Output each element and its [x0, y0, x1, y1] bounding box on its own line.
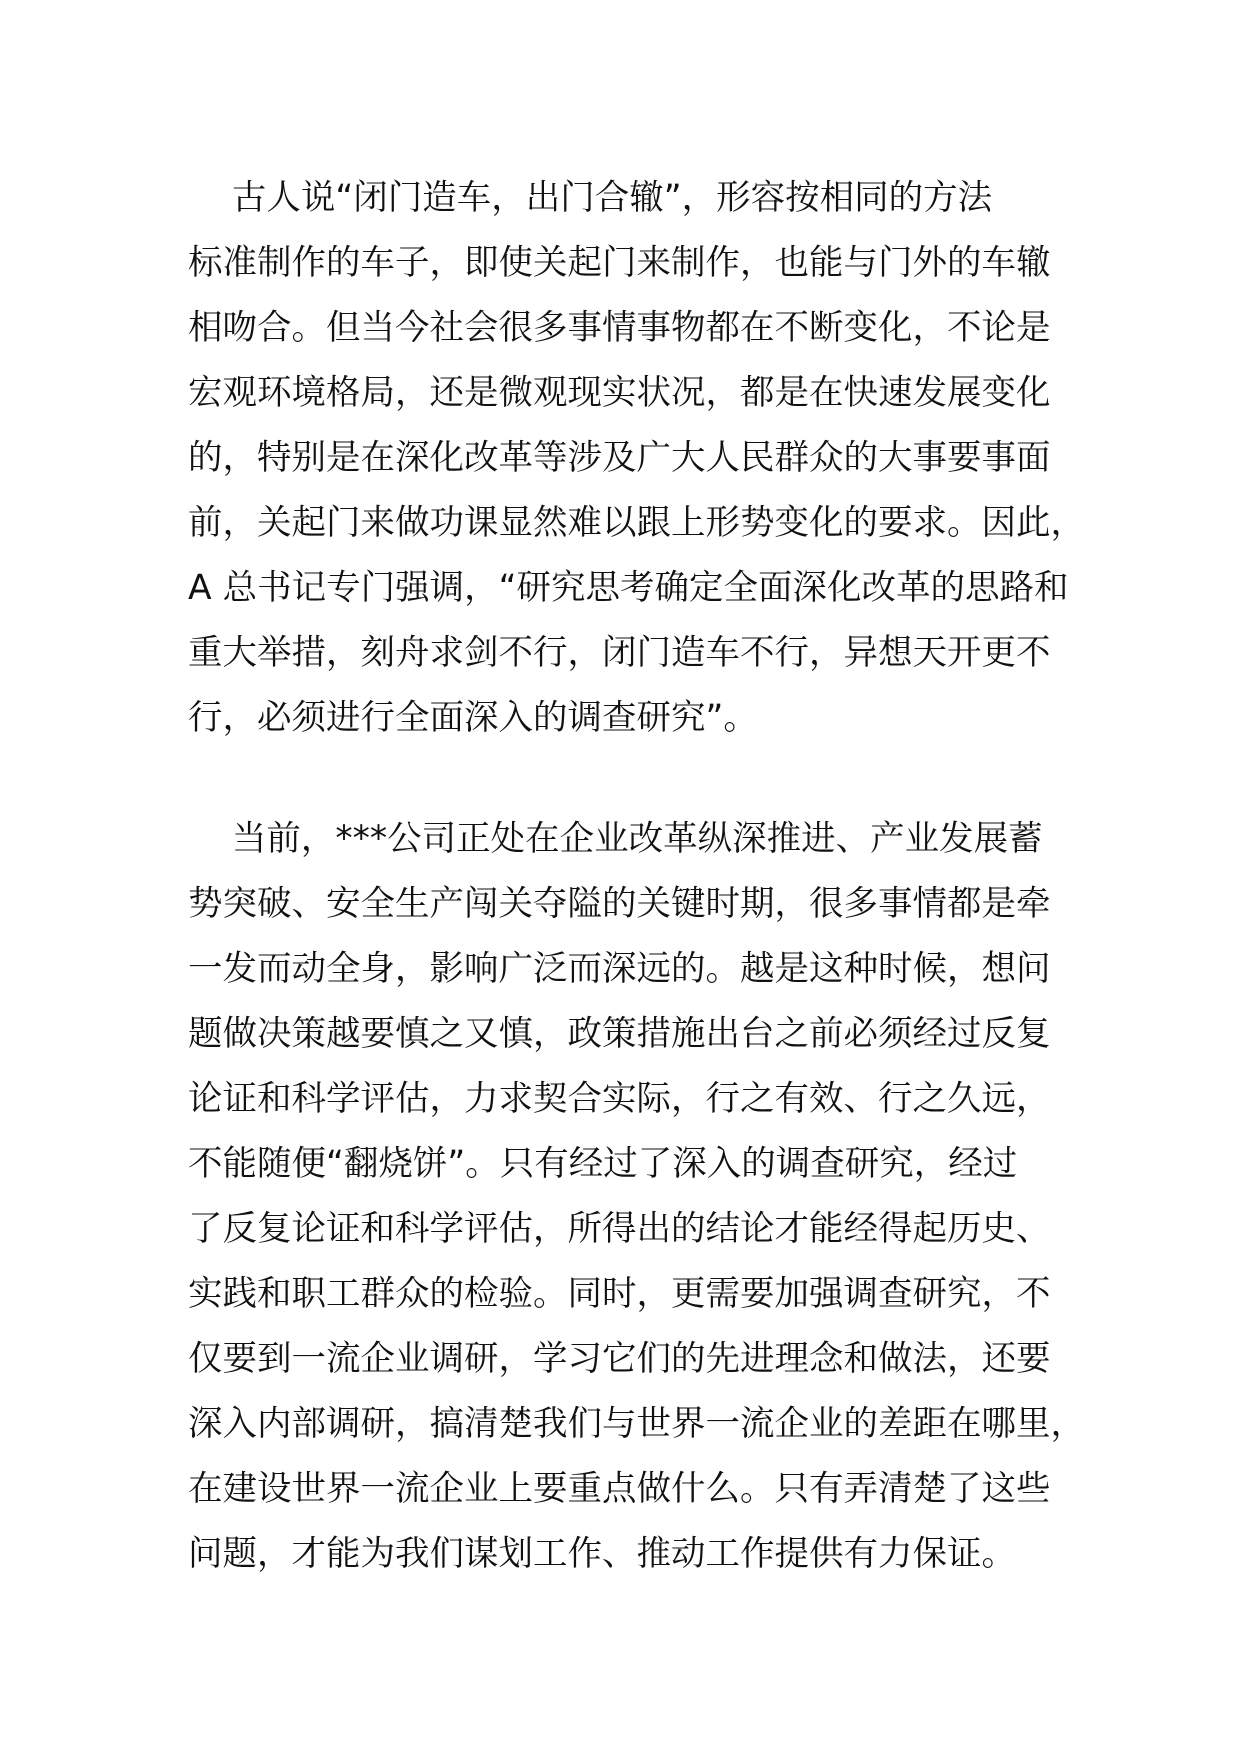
text-line: 势突破、安全生产闯关夺隘的关键时期，很多事情都是牵: [188, 884, 1051, 924]
text-line: 重大举措，刻舟求剑不行，闭门造车不行，异想天开更不: [188, 633, 1051, 673]
text-line: 仅要到一流企业调研，学习它们的先进理念和做法，还要: [188, 1339, 1051, 1379]
text-line: 在建设世界一流企业上要重点做什么。只有弄清楚了这些: [188, 1469, 1051, 1509]
text-line: 论证和科学评估，力求契合实际，行之有效、行之久远，: [188, 1079, 1051, 1119]
text-line: 行，必须进行全面深入的调查研究”。: [188, 698, 758, 738]
text-line: 宏观环境格局，还是微观现实状况，都是在快速发展变化: [188, 373, 1051, 413]
text-line: 题做决策越要慎之又慎，政策措施出台之前必须经过反复: [188, 1014, 1051, 1054]
text-line: 实践和职工群众的检验。同时，更需要加强调查研究，不: [188, 1274, 1051, 1314]
text-line: 的，特别是在深化改革等涉及广大人民群众的大事要事面: [188, 438, 1051, 478]
text-line: 问题，才能为我们谋划工作、推动工作提供有力保证。: [188, 1534, 1016, 1574]
text-line: 深入内部调研，搞清楚我们与世界一流企业的差距在哪里，: [188, 1404, 1085, 1444]
text-line: 了反复论证和科学评估，所得出的结论才能经得起历史、: [188, 1209, 1051, 1249]
text-line: 古人说“闭门造车，出门合辙”，形容按相同的方法: [188, 178, 993, 218]
body-text: [188, 166, 1085, 1587]
text-line: 一发而动全身，影响广泛而深远的。越是这种时候，想问: [188, 949, 1051, 989]
text-line: 相吻合。但当今社会很多事情事物都在不断变化，不论是: [188, 308, 1051, 348]
paragraph-2: [188, 807, 1085, 1587]
text-line: 不能随便“翻烧饼”。只有经过了深入的调查研究，经过: [188, 1144, 1018, 1184]
text-line: 标准制作的车子，即使关起门来制作，也能与门外的车辙: [188, 243, 1051, 283]
text-line: 前，关起门来做功课显然难以跟上形势变化的要求。因此，: [188, 503, 1085, 543]
paragraph-1: [188, 166, 1085, 751]
text-line: A 总书记专门强调，“研究思考确定全面深化改革的思路和: [188, 568, 1069, 608]
text-line: 当前，***公司正处在企业改革纵深推进、产业发展蓄: [188, 819, 1043, 859]
